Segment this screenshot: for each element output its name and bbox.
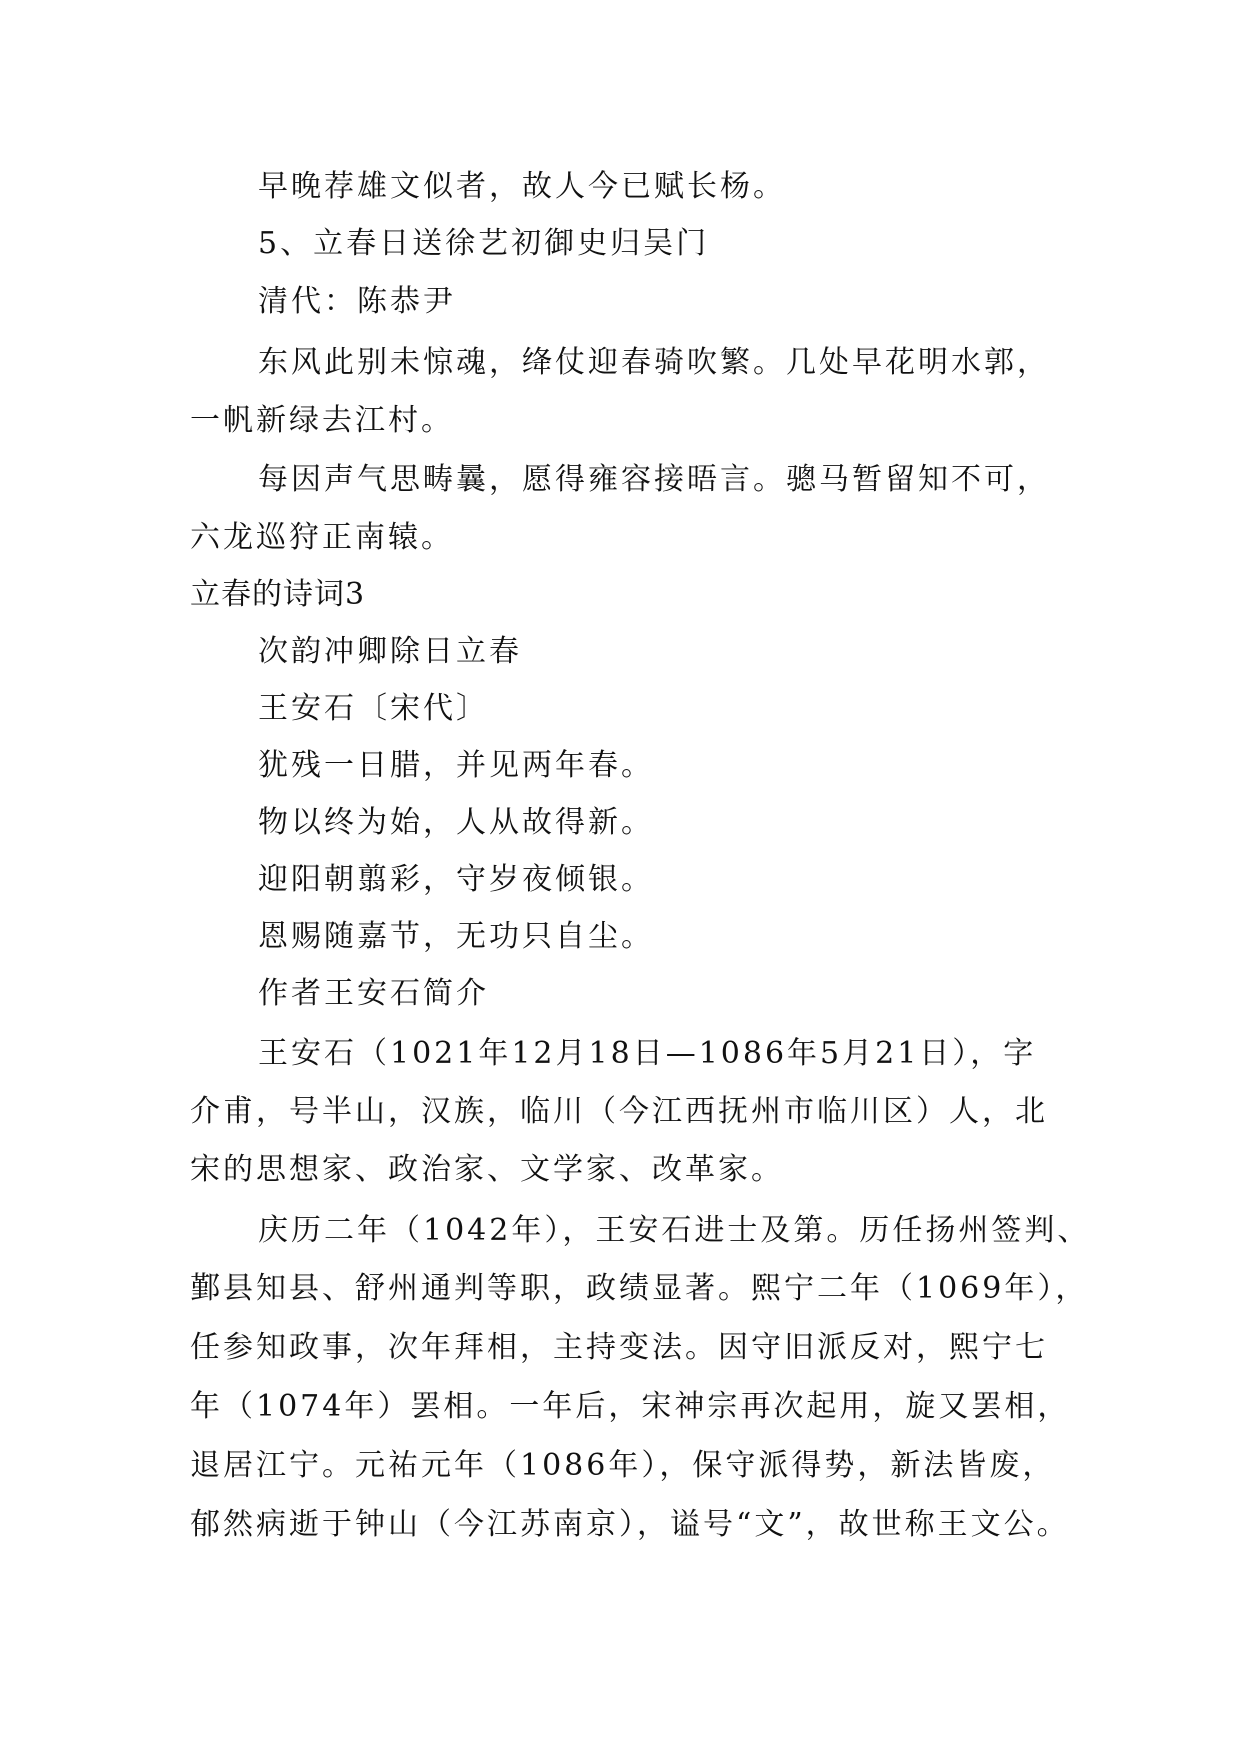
bio-line: 介甫，号半山，汉族，临川（今江西抚州市临川区）人，北 xyxy=(190,1094,1048,1129)
poem-line: 一帆新绿去江村。 xyxy=(190,403,454,438)
poem-line: 每因声气思畴曩，愿得雍容接晤言。骢马暂留知不可， xyxy=(258,462,1050,497)
poem-line: 恩赐随嘉节，无功只自尘。 xyxy=(258,919,654,954)
poem-line: 物以终为始，人从故得新。 xyxy=(258,805,654,840)
poem-line: 六龙巡狩正南辕。 xyxy=(190,520,454,555)
bio-line: 庆历二年（1042年），王安石进士及第。历任扬州签判、 xyxy=(258,1213,1091,1248)
bio-line: 郁然病逝于钟山（今江苏南京），谥号“文”，故世称王文公。 xyxy=(190,1507,1070,1542)
poem-line: 迎阳朝翦彩，守岁夜倾银。 xyxy=(258,862,654,897)
bio-line: 宋的思想家、政治家、文学家、改革家。 xyxy=(190,1152,784,1187)
bio-line: 王安石（1021年12月18日—1086年5月21日），字 xyxy=(258,1036,1037,1071)
poem-author: 清代：陈恭尹 xyxy=(258,284,456,319)
section-heading: 立春的诗词3 xyxy=(190,577,366,612)
bio-line: 鄞县知县、舒州通判等职，政绩显著。熙宁二年（1069年）， xyxy=(190,1271,1089,1306)
bio-line: 任参知政事，次年拜相，主持变法。因守旧派反对，熙宁七 xyxy=(190,1330,1048,1365)
bio-line: 年（1074年）罢相。一年后，宋神宗再次起用，旋又罢相， xyxy=(190,1389,1071,1424)
poem-title: 次韵冲卿除日立春 xyxy=(258,634,522,669)
poem-title: 5、立春日送徐艺初御史归吴门 xyxy=(258,226,710,261)
poem-line: 犹残一日腊，并见两年春。 xyxy=(258,748,654,783)
poem-closing-line: 早晚荐雄文似者，故人今已赋长杨。 xyxy=(258,169,786,204)
author-intro-heading: 作者王安石简介 xyxy=(258,976,489,1011)
bio-line: 退居江宁。元祐元年（1086年），保守派得势，新法皆废， xyxy=(190,1448,1056,1483)
poem-author: 王安石〔宋代〕 xyxy=(258,691,489,726)
poem-line: 东风此别未惊魂，绛仗迎春骑吹繁。几处早花明水郭， xyxy=(258,345,1050,380)
